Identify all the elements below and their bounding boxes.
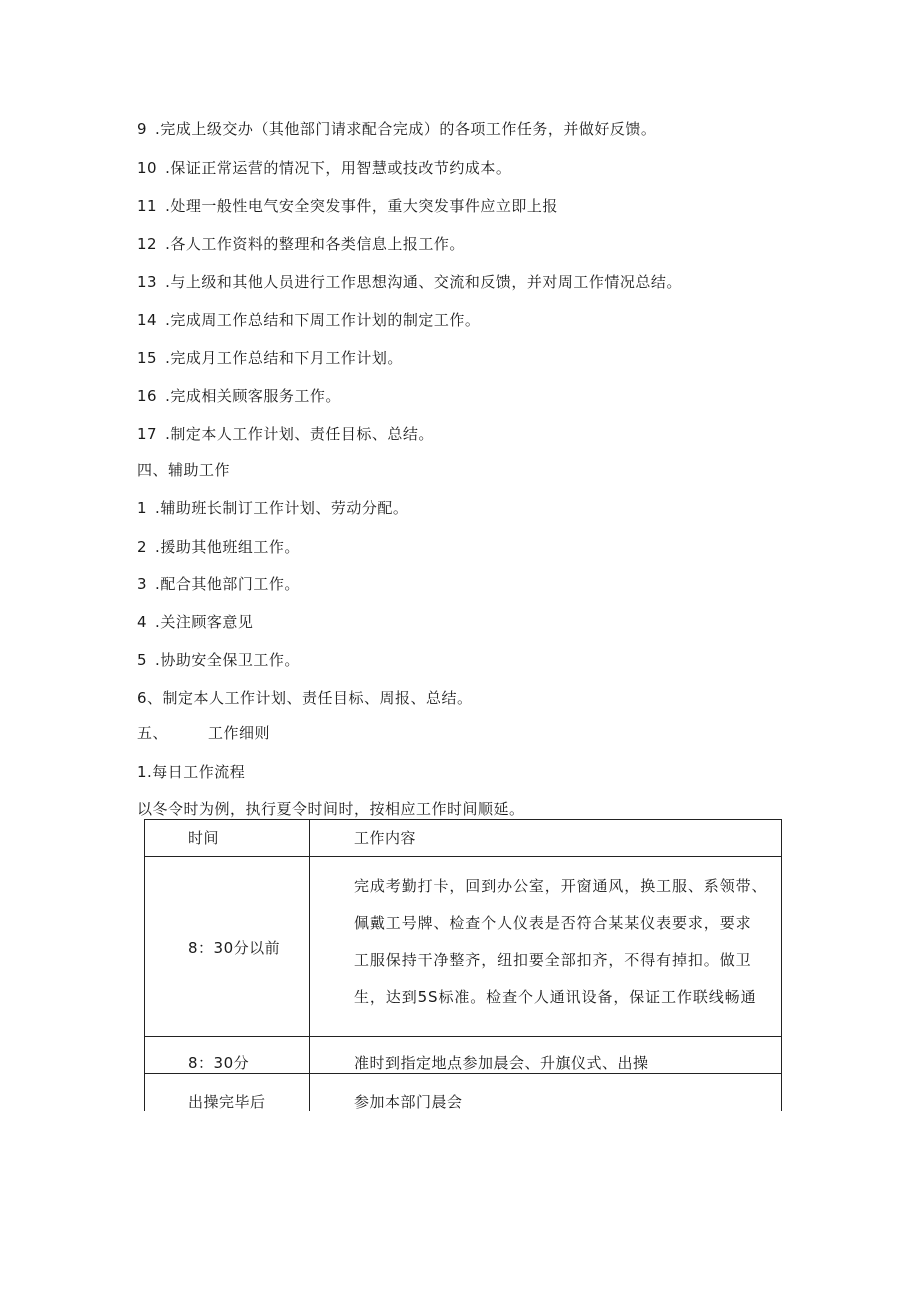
table-border-top (144, 819, 782, 820)
list-item-10: 10 .保证正常运营的情况下，用智慧或技改节约成本。 (137, 159, 512, 177)
table-header-time: 时间 (188, 829, 220, 847)
section-4-item-3: 3 .配合其他部门工作。 (137, 575, 300, 593)
list-item-17: 17 .制定本人工作计划、责任目标、总结。 (137, 425, 434, 443)
section-4-item-1: 1 .辅助班长制订工作计划、劳动分配。 (137, 499, 409, 517)
section-4-item-4: 4 .关注顾客意见 (137, 613, 254, 631)
section-5-subheading: 1.每日工作流程 (137, 763, 246, 781)
table-border-mid (309, 819, 310, 1111)
table-row-1-time: 8：30分以前 (188, 939, 281, 957)
list-item-16: 16 .完成相关顾客服务工作。 (137, 387, 341, 405)
section-4-heading: 四、辅助工作 (137, 461, 231, 479)
section-4-item-6: 6、制定本人工作计划、责任目标、周报、总结。 (137, 689, 473, 707)
table-border-left (144, 819, 145, 1111)
table-row-3-time: 出操完毕后 (188, 1093, 266, 1111)
list-item-11: 11 .处理一般性电气安全突发事件，重大突发事件应立即上报 (137, 197, 558, 215)
table-border-row2 (144, 1073, 782, 1074)
table-header-content: 工作内容 (354, 829, 417, 847)
section-4-item-5: 5 .协助安全保卫工作。 (137, 651, 300, 669)
table-border-header (144, 856, 782, 857)
table-row-2-time: 8：30分 (188, 1054, 250, 1072)
table-row-3-content: 参加本部门晨会 (354, 1093, 463, 1111)
list-item-15: 15 .完成月工作总结和下月工作计划。 (137, 349, 403, 367)
list-item-12: 12 .各人工作资料的整理和各类信息上报工作。 (137, 235, 465, 253)
section-5-heading: 五、 工作细则 (137, 724, 271, 742)
section-5-note: 以冬令时为例，执行夏令时间时，按相应工作时间顺延。 (137, 800, 525, 818)
list-item-9: 9 .完成上级交办（其他部门请求配合完成）的各项工作任务，并做好反馈。 (137, 120, 657, 138)
list-item-14: 14 .完成周工作总结和下周工作计划的制定工作。 (137, 311, 481, 329)
table-row-1-content: 完成考勤打卡，回到办公室，开窗通风，换工服、系领带、 佩戴工号牌、检查个人仪表是否符合某某仪表要求，要求 工服保持干净整齐，纽扣要全部扣齐，不得有掉扣。做卫 生，达到5S标准。检查个人通讯设备，保证工作联线畅通 (354, 877, 768, 1006)
table-border-row1 (144, 1036, 782, 1037)
table-row-2-content: 准时到指定地点参加晨会、升旗仪式、出操 (354, 1054, 649, 1072)
list-item-13: 13 .与上级和其他人员进行工作思想沟通、交流和反馈，并对周工作情况总结。 (137, 273, 682, 291)
section-4-item-2: 2 .援助其他班组工作。 (137, 538, 300, 556)
